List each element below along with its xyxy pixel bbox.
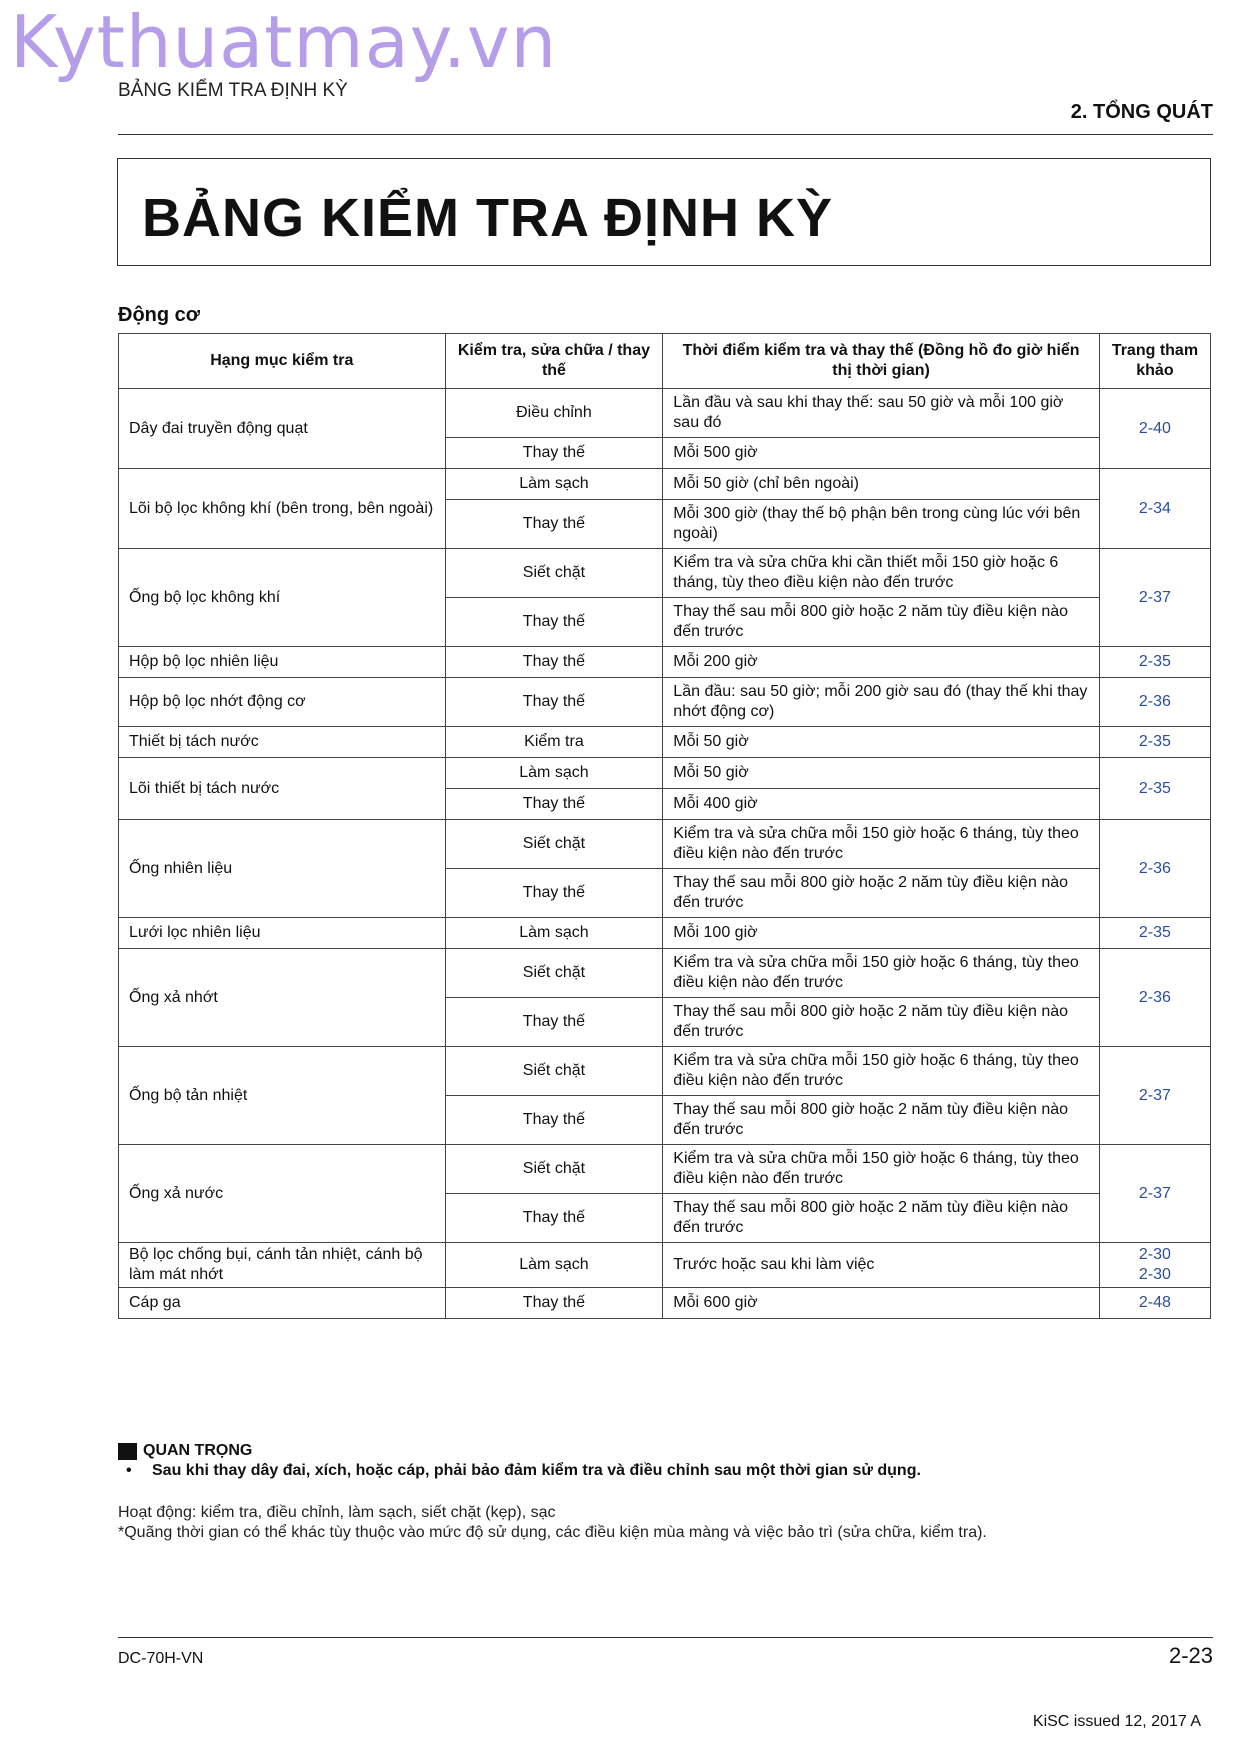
cell-item: Dây đai truyền động quạt [119,389,446,469]
table-row [119,678,1211,727]
cell-interval: Thay thế sau mỗi 800 giờ hoặc 2 năm tùy điều kiện nào đến trước [663,1096,1100,1145]
cell-item: Ống bộ lọc không khí [119,549,446,647]
cell-interval: Thay thế sau mỗi 800 giờ hoặc 2 năm tùy điều kiện nào đến trước [663,598,1100,647]
cell-interval: Mỗi 50 giờ [663,727,1100,758]
cell-interval: Trước hoặc sau khi làm việc [663,1243,1100,1288]
cell-interval: Mỗi 500 giờ [663,438,1100,469]
cell-interval: Lần đầu và sau khi thay thế: sau 50 giờ và mỗi 100 giờ sau đó [663,389,1100,438]
cell-interval: Mỗi 300 giờ (thay thế bộ phận bên trong cùng lúc với bên ngoài) [663,500,1100,549]
footer-model: DC-70H-VN [118,1650,204,1667]
cell-operation: Thay thế [445,500,663,549]
table-row [119,549,1211,598]
issued-note: KiSC issued 12, 2017 A [1032,1713,1201,1730]
cell-item: Bộ lọc chống bụi, cánh tản nhiệt, cánh bộ làm mát nhớt [119,1243,446,1288]
cell-item: Ống xả nước [119,1145,446,1243]
running-header-chapter: 2. TỔNG QUÁT [1070,101,1213,123]
cell-operation: Làm sạch [445,1243,663,1288]
footer-divider [118,1637,1213,1638]
cell-interval: Kiểm tra và sửa chữa mỗi 150 giờ hoặc 6 tháng, tùy theo điều kiện nào đến trước [663,1145,1100,1194]
cell-item: Hộp bộ lọc nhiên liệu [119,647,446,678]
cell-operation: Thay thế [445,1194,663,1243]
cell-interval: Mỗi 200 giờ [663,647,1100,678]
header-item: Hạng mục kiểm tra [119,334,446,389]
cell-interval: Kiểm tra và sửa chữa mỗi 150 giờ hoặc 6 tháng, tùy theo điều kiện nào đến trước [663,820,1100,869]
important-bullet-text: Sau khi thay dây đai, xích, hoặc cáp, phải bảo đảm kiểm tra và điều chỉnh sau một thời gian sử dụng. [152,1462,921,1479]
header-operation: Kiểm tra, sửa chữa / thay thế [445,334,663,389]
table-row [119,389,1211,438]
cell-item: Ống nhiên liệu [119,820,446,918]
table-row [119,949,1211,998]
cell-interval: Kiểm tra và sửa chữa khi cần thiết mỗi 150 giờ hoặc 6 tháng, tùy theo điều kiện nào đến trước [663,549,1100,598]
table-row [119,469,1211,500]
cell-interval: Lần đầu: sau 50 giờ; mỗi 200 giờ sau đó (thay thế khi thay nhớt động cơ) [663,678,1100,727]
running-header-title: BẢNG KIỂM TRA ĐỊNH KỲ [118,80,348,101]
cell-operation: Siết chặt [445,1047,663,1096]
cell-interval: Mỗi 100 giờ [663,918,1100,949]
cell-operation: Thay thế [445,1096,663,1145]
cell-item: Lưới lọc nhiên liệu [119,918,446,949]
page-title: BẢNG KIỂM TRA ĐỊNH KỲ [142,188,833,248]
cell-operation: Thay thế [445,438,663,469]
cell-operation: Thay thế [445,647,663,678]
table-row [119,727,1211,758]
note-line: *Quãng thời gian có thể khác tùy thuộc vào mức độ sử dụng, các điều kiện mùa màng và việc bảo trì (sửa chữa, kiểm tra). [118,1524,987,1541]
cell-reference-link[interactable]: 2-35 [1099,647,1210,678]
cell-reference-link[interactable]: 2-37 [1099,549,1210,647]
table-row [119,647,1211,678]
cell-reference-link[interactable]: 2-35 [1099,727,1210,758]
cell-reference-link[interactable]: 2-35 [1099,918,1210,949]
table-row [119,1047,1211,1096]
header-divider [118,134,1213,135]
cell-interval: Kiểm tra và sửa chữa mỗi 150 giờ hoặc 6 tháng, tùy theo điều kiện nào đến trước [663,949,1100,998]
cell-reference-link[interactable]: 2-35 [1099,758,1210,820]
cell-operation: Điều chỉnh [445,389,663,438]
cell-operation: Thay thế [445,789,663,820]
table-row [119,1288,1211,1319]
cell-item: Ống xả nhớt [119,949,446,1047]
cell-interval: Mỗi 600 giờ [663,1288,1100,1319]
cell-interval: Mỗi 50 giờ [663,758,1100,789]
cell-item: Lõi bộ lọc không khí (bên trong, bên ngoài) [119,469,446,549]
table-row [119,820,1211,869]
cell-operation: Siết chặt [445,549,663,598]
note-line: Hoạt động: kiểm tra, điều chỉnh, làm sạch, siết chặt (kẹp), sạc [118,1504,556,1521]
cell-operation: Siết chặt [445,1145,663,1194]
cell-operation: Siết chặt [445,949,663,998]
cell-interval: Kiểm tra và sửa chữa mỗi 150 giờ hoặc 6 tháng, tùy theo điều kiện nào đến trước [663,1047,1100,1096]
cell-operation: Siết chặt [445,820,663,869]
cell-item: Cáp ga [119,1288,446,1319]
table-row [119,1145,1211,1194]
footer-page-number: 2-23 [1168,1643,1213,1668]
cell-reference-link[interactable]: 2-34 [1099,469,1210,549]
cell-operation: Kiểm tra [445,727,663,758]
important-bullet [118,1462,921,1480]
cell-operation: Làm sạch [445,918,663,949]
cell-operation: Thay thế [445,998,663,1047]
cell-reference-link[interactable]: 2-36 [1099,820,1210,918]
cell-operation: Thay thế [445,598,663,647]
header-reference: Trang tham khảo [1099,334,1210,389]
cell-interval: Thay thế sau mỗi 800 giờ hoặc 2 năm tùy điều kiện nào đến trước [663,998,1100,1047]
cell-item: Thiết bị tách nước [119,727,446,758]
cell-reference-link[interactable]: 2-30 2-30 [1099,1243,1210,1288]
table-header-row [119,334,1211,389]
cell-interval: Thay thế sau mỗi 800 giờ hoặc 2 năm tùy điều kiện nào đến trước [663,869,1100,918]
cell-operation: Thay thế [445,678,663,727]
important-notice [118,1442,921,1480]
cell-item: Lõi thiết bị tách nước [119,758,446,820]
important-heading-text: QUAN TRỌNG [143,1442,253,1459]
cell-item: Hộp bộ lọc nhớt động cơ [119,678,446,727]
title-box [117,158,1211,266]
table-row [119,1243,1211,1288]
cell-interval: Mỗi 400 giờ [663,789,1100,820]
cell-reference-link[interactable]: 2-48 [1099,1288,1210,1319]
cell-operation: Thay thế [445,1288,663,1319]
table-row [119,758,1211,789]
table-body [119,389,1211,1319]
important-square-icon [118,1443,137,1460]
important-heading [118,1442,921,1460]
cell-reference-link[interactable]: 2-40 [1099,389,1210,469]
bullet-icon: • [126,1462,132,1479]
cell-reference-link[interactable]: 2-36 [1099,949,1210,1047]
header-interval: Thời điểm kiểm tra và thay thế (Đồng hồ đo giờ hiển thị thời gian) [663,334,1100,389]
watermark-logo: Kythuatmay.vn [10,0,558,84]
cell-operation: Làm sạch [445,758,663,789]
cell-item: Ống bộ tản nhiệt [119,1047,446,1145]
table-row [119,918,1211,949]
cell-interval: Mỗi 50 giờ (chỉ bên ngoài) [663,469,1100,500]
cell-interval: Thay thế sau mỗi 800 giờ hoặc 2 năm tùy điều kiện nào đến trước [663,1194,1100,1243]
cell-reference-link[interactable]: 2-37 [1099,1047,1210,1145]
cell-operation: Thay thế [445,869,663,918]
notes [118,1503,987,1543]
cell-reference-link[interactable]: 2-36 [1099,678,1210,727]
cell-reference-link[interactable]: 2-37 [1099,1145,1210,1243]
section-heading: Động cơ [118,304,200,326]
cell-operation: Làm sạch [445,469,663,500]
inspection-table [118,333,1211,1319]
